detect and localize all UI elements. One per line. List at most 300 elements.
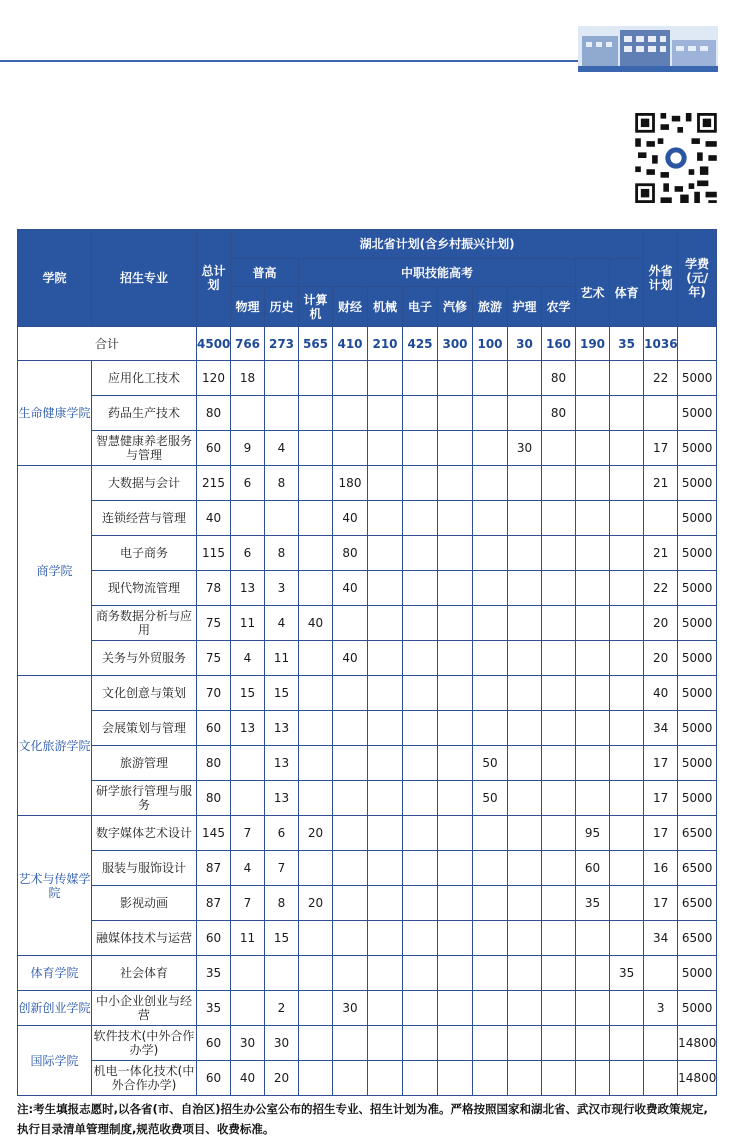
plan-cell: 8 [265, 466, 299, 501]
plan-cell [610, 746, 644, 781]
plan-cell: 5000 [678, 746, 717, 781]
major-name: 影视动画 [92, 886, 197, 921]
header-history: 历史 [265, 287, 299, 327]
plan-cell [438, 536, 473, 571]
plan-cell: 34 [644, 921, 678, 956]
table-row [18, 396, 717, 431]
plan-cell [473, 1026, 508, 1061]
college-name: 文化旅游学院 [18, 676, 92, 816]
plan-cell [368, 921, 403, 956]
plan-cell [368, 466, 403, 501]
total-cell: 300 [438, 327, 473, 361]
header-agronomy: 农学 [542, 287, 576, 327]
plan-cell [473, 361, 508, 396]
plan-cell [473, 956, 508, 991]
plan-cell: 80 [197, 746, 231, 781]
plan-cell: 80 [197, 396, 231, 431]
plan-cell [542, 606, 576, 641]
plan-cell [473, 676, 508, 711]
plan-cell [508, 886, 542, 921]
plan-cell [368, 606, 403, 641]
total-cell: 35 [610, 327, 644, 361]
plan-cell: 20 [644, 606, 678, 641]
plan-cell [508, 466, 542, 501]
plan-cell: 5000 [678, 571, 717, 606]
plan-cell [542, 1026, 576, 1061]
plan-cell: 40 [333, 501, 368, 536]
total-cell [678, 327, 717, 361]
plan-cell [508, 571, 542, 606]
plan-cell [231, 396, 265, 431]
plan-cell: 3 [265, 571, 299, 606]
plan-cell [299, 991, 333, 1026]
plan-cell [576, 536, 610, 571]
plan-cell [299, 571, 333, 606]
plan-cell: 6 [231, 466, 265, 501]
plan-cell [368, 851, 403, 886]
plan-cell [403, 676, 438, 711]
total-cell: 4500 [197, 327, 231, 361]
total-cell: 273 [265, 327, 299, 361]
plan-cell [508, 991, 542, 1026]
header-hubei-plan: 湖北省计划(含乡村振兴计划) [231, 230, 644, 259]
major-name: 现代物流管理 [92, 571, 197, 606]
plan-cell: 17 [644, 746, 678, 781]
plan-cell: 22 [644, 571, 678, 606]
plan-cell [231, 746, 265, 781]
plan-cell: 215 [197, 466, 231, 501]
plan-cell [610, 851, 644, 886]
header-general-hs: 普高 [231, 259, 299, 287]
plan-cell [368, 501, 403, 536]
plan-cell [508, 746, 542, 781]
plan-cell [368, 396, 403, 431]
plan-cell: 60 [576, 851, 610, 886]
table-row [18, 1026, 717, 1061]
plan-cell [508, 396, 542, 431]
plan-cell [473, 816, 508, 851]
plan-cell [333, 851, 368, 886]
plan-cell [403, 956, 438, 991]
plan-cell [299, 466, 333, 501]
plan-cell [508, 781, 542, 816]
plan-cell: 30 [333, 991, 368, 1026]
plan-cell [610, 1026, 644, 1061]
plan-cell: 5000 [678, 431, 717, 466]
plan-cell [403, 501, 438, 536]
plan-cell [542, 431, 576, 466]
plan-cell: 80 [197, 781, 231, 816]
plan-cell [576, 361, 610, 396]
table-row [18, 956, 717, 991]
plan-cell: 35 [610, 956, 644, 991]
plan-cell: 17 [644, 816, 678, 851]
plan-cell: 60 [197, 1026, 231, 1061]
plan-cell [403, 536, 438, 571]
table-row [18, 571, 717, 606]
plan-cell: 7 [265, 851, 299, 886]
plan-cell [576, 921, 610, 956]
totals-row [18, 327, 717, 361]
plan-cell [644, 1061, 678, 1096]
plan-cell [265, 956, 299, 991]
plan-cell: 5000 [678, 991, 717, 1026]
plan-cell: 20 [299, 886, 333, 921]
header-tuition: 学费(元/年) [678, 230, 717, 327]
plan-cell: 80 [542, 396, 576, 431]
plan-cell [299, 746, 333, 781]
plan-cell: 15 [231, 676, 265, 711]
major-name: 应用化工技术 [92, 361, 197, 396]
major-name: 服装与服饰设计 [92, 851, 197, 886]
major-name: 机电一体化技术(中外合作办学) [92, 1061, 197, 1096]
plan-cell [299, 956, 333, 991]
plan-cell [508, 921, 542, 956]
plan-cell [299, 361, 333, 396]
plan-cell [473, 571, 508, 606]
plan-cell [576, 956, 610, 991]
header-sports: 体育 [610, 259, 644, 327]
plan-cell: 8 [265, 886, 299, 921]
plan-cell [644, 396, 678, 431]
plan-cell [403, 606, 438, 641]
plan-cell: 180 [333, 466, 368, 501]
plan-cell [610, 991, 644, 1026]
plan-cell: 18 [231, 361, 265, 396]
plan-cell [576, 641, 610, 676]
major-name: 会展策划与管理 [92, 711, 197, 746]
plan-cell [438, 711, 473, 746]
plan-cell: 15 [265, 676, 299, 711]
plan-cell [576, 781, 610, 816]
plan-cell [576, 501, 610, 536]
plan-cell: 17 [644, 781, 678, 816]
total-cell: 190 [576, 327, 610, 361]
plan-cell: 4 [265, 606, 299, 641]
plan-cell [333, 396, 368, 431]
college-name: 生命健康学院 [18, 361, 92, 466]
plan-cell [610, 676, 644, 711]
plan-cell [576, 676, 610, 711]
plan-cell [542, 991, 576, 1026]
college-name: 体育学院 [18, 956, 92, 991]
major-name: 社会体育 [92, 956, 197, 991]
plan-cell [610, 641, 644, 676]
major-name: 旅游管理 [92, 746, 197, 781]
plan-cell: 21 [644, 536, 678, 571]
plan-cell [438, 886, 473, 921]
plan-cell [508, 816, 542, 851]
plan-cell: 6 [265, 816, 299, 851]
plan-cell [299, 396, 333, 431]
total-cell: 100 [473, 327, 508, 361]
plan-cell [542, 536, 576, 571]
plan-cell [610, 361, 644, 396]
plan-cell: 13 [231, 571, 265, 606]
plan-cell: 4 [265, 431, 299, 466]
plan-cell [333, 431, 368, 466]
plan-cell [508, 676, 542, 711]
plan-cell: 5000 [678, 361, 717, 396]
plan-cell [438, 991, 473, 1026]
total-cell: 565 [299, 327, 333, 361]
plan-cell: 13 [265, 711, 299, 746]
plan-cell: 4 [231, 851, 265, 886]
plan-cell [438, 606, 473, 641]
plan-cell: 40 [231, 1061, 265, 1096]
plan-cell: 22 [644, 361, 678, 396]
plan-cell [231, 781, 265, 816]
plan-cell [368, 746, 403, 781]
table-row [18, 781, 717, 816]
total-cell: 210 [368, 327, 403, 361]
major-name: 研学旅行管理与服务 [92, 781, 197, 816]
plan-cell: 30 [265, 1026, 299, 1061]
major-name: 商务数据分析与应用 [92, 606, 197, 641]
plan-cell [508, 1061, 542, 1096]
table-row [18, 991, 717, 1026]
campus-building-banner [578, 26, 718, 72]
plan-cell: 80 [542, 361, 576, 396]
table-row [18, 466, 717, 501]
college-name: 商学院 [18, 466, 92, 676]
plan-cell: 40 [333, 641, 368, 676]
plan-cell [473, 431, 508, 466]
plan-cell [368, 641, 403, 676]
table-row [18, 746, 717, 781]
plan-cell [438, 361, 473, 396]
plan-cell [299, 921, 333, 956]
qr-code [635, 113, 717, 203]
plan-cell: 20 [299, 816, 333, 851]
table-row [18, 361, 717, 396]
major-name: 软件技术(中外合作办学) [92, 1026, 197, 1061]
plan-cell: 5000 [678, 711, 717, 746]
plan-cell [473, 921, 508, 956]
plan-cell [299, 676, 333, 711]
plan-cell: 50 [473, 781, 508, 816]
plan-cell [438, 571, 473, 606]
plan-cell: 5000 [678, 641, 717, 676]
plan-cell [333, 816, 368, 851]
plan-cell [610, 536, 644, 571]
plan-cell: 4 [231, 641, 265, 676]
plan-cell [644, 501, 678, 536]
plan-cell [473, 536, 508, 571]
plan-cell: 60 [197, 921, 231, 956]
plan-cell [610, 711, 644, 746]
plan-cell: 17 [644, 431, 678, 466]
plan-cell [473, 466, 508, 501]
major-name: 数字媒体艺术设计 [92, 816, 197, 851]
plan-cell: 5000 [678, 466, 717, 501]
plan-cell: 3 [644, 991, 678, 1026]
plan-cell: 13 [265, 746, 299, 781]
header-vocational: 中职技能高考 [299, 259, 576, 287]
plan-cell [368, 571, 403, 606]
plan-cell [403, 991, 438, 1026]
plan-cell [508, 711, 542, 746]
plan-cell [368, 1026, 403, 1061]
plan-cell [542, 886, 576, 921]
major-name: 电子商务 [92, 536, 197, 571]
plan-cell [438, 921, 473, 956]
plan-cell: 5000 [678, 536, 717, 571]
table-row [18, 711, 717, 746]
plan-cell [508, 606, 542, 641]
plan-cell [403, 361, 438, 396]
plan-cell [438, 466, 473, 501]
plan-cell [576, 431, 610, 466]
plan-cell [299, 1061, 333, 1096]
plan-cell [576, 1061, 610, 1096]
plan-cell [265, 361, 299, 396]
header-computer: 计算机 [299, 287, 333, 327]
plan-cell: 17 [644, 886, 678, 921]
plan-cell [438, 1026, 473, 1061]
plan-cell [473, 1061, 508, 1096]
plan-cell: 80 [333, 536, 368, 571]
plan-cell [403, 921, 438, 956]
plan-cell: 87 [197, 851, 231, 886]
plan-cell [265, 501, 299, 536]
plan-cell: 8 [265, 536, 299, 571]
plan-cell [438, 641, 473, 676]
plan-cell [265, 396, 299, 431]
plan-cell [438, 746, 473, 781]
plan-cell: 40 [333, 571, 368, 606]
plan-cell [508, 956, 542, 991]
plan-cell [368, 361, 403, 396]
plan-cell [231, 501, 265, 536]
plan-cell [333, 1061, 368, 1096]
plan-cell [610, 606, 644, 641]
plan-cell [438, 396, 473, 431]
major-name: 融媒体技术与运营 [92, 921, 197, 956]
plan-cell [333, 886, 368, 921]
plan-cell [333, 1026, 368, 1061]
plan-cell [610, 886, 644, 921]
plan-cell [542, 501, 576, 536]
plan-cell [508, 641, 542, 676]
plan-cell [473, 396, 508, 431]
plan-cell [333, 676, 368, 711]
plan-cell: 40 [644, 676, 678, 711]
college-name: 艺术与传媒学院 [18, 816, 92, 956]
plan-cell: 35 [197, 956, 231, 991]
plan-cell [368, 816, 403, 851]
plan-cell [576, 571, 610, 606]
plan-cell [542, 851, 576, 886]
plan-cell [368, 711, 403, 746]
total-cell: 410 [333, 327, 368, 361]
plan-cell [299, 536, 333, 571]
plan-cell: 14800 [678, 1026, 717, 1061]
plan-cell [508, 361, 542, 396]
plan-cell [333, 361, 368, 396]
plan-cell [299, 851, 333, 886]
major-name: 药品生产技术 [92, 396, 197, 431]
header-rule [0, 60, 600, 62]
plan-cell [403, 781, 438, 816]
plan-cell: 35 [197, 991, 231, 1026]
plan-cell [333, 606, 368, 641]
plan-cell [576, 711, 610, 746]
plan-cell [438, 851, 473, 886]
plan-cell [231, 956, 265, 991]
plan-cell [368, 781, 403, 816]
plan-cell [403, 1026, 438, 1061]
header-tourism: 旅游 [473, 287, 508, 327]
plan-cell [333, 781, 368, 816]
plan-cell [403, 466, 438, 501]
plan-cell [299, 1026, 333, 1061]
footnote: 注:考生填报志愿时,以各省(市、自治区)招生办公室公布的招生专业、招生计划为准。严格按照国家和湖北省、武汉市现行收费政策规定,执行目录清单管理制度,规范收费项目、收费标准。 [17, 1102, 708, 1136]
major-name: 文化创意与策划 [92, 676, 197, 711]
plan-cell [438, 676, 473, 711]
plan-cell [333, 921, 368, 956]
major-name: 关务与外贸服务 [92, 641, 197, 676]
plan-cell [368, 431, 403, 466]
plan-cell: 60 [197, 1061, 231, 1096]
plan-cell: 78 [197, 571, 231, 606]
plan-cell: 115 [197, 536, 231, 571]
plan-cell: 16 [644, 851, 678, 886]
table-row [18, 851, 717, 886]
plan-cell: 7 [231, 886, 265, 921]
plan-cell [542, 466, 576, 501]
major-name: 中小企业创业与经营 [92, 991, 197, 1026]
plan-cell [542, 781, 576, 816]
plan-cell [610, 921, 644, 956]
plan-cell [542, 641, 576, 676]
plan-cell [576, 606, 610, 641]
header-nursing: 护理 [508, 287, 542, 327]
plan-cell [508, 536, 542, 571]
plan-cell [576, 1026, 610, 1061]
header-physics: 物理 [231, 287, 265, 327]
plan-cell [644, 956, 678, 991]
plan-cell [542, 571, 576, 606]
header-art: 艺术 [576, 259, 610, 327]
plan-cell [542, 1061, 576, 1096]
totals-label: 合计 [18, 327, 197, 361]
plan-cell: 75 [197, 606, 231, 641]
total-cell: 425 [403, 327, 438, 361]
plan-cell [368, 991, 403, 1026]
plan-cell [403, 396, 438, 431]
plan-cell [508, 501, 542, 536]
table-row [18, 921, 717, 956]
plan-cell: 60 [197, 431, 231, 466]
plan-cell [610, 501, 644, 536]
table-row [18, 816, 717, 851]
plan-cell: 13 [231, 711, 265, 746]
plan-cell [299, 431, 333, 466]
plan-cell: 9 [231, 431, 265, 466]
plan-cell [403, 851, 438, 886]
plan-cell: 87 [197, 886, 231, 921]
table-row [18, 886, 717, 921]
plan-cell: 11 [265, 641, 299, 676]
plan-cell [299, 501, 333, 536]
plan-cell [576, 466, 610, 501]
plan-cell [473, 641, 508, 676]
plan-cell: 30 [231, 1026, 265, 1061]
plan-cell [610, 431, 644, 466]
plan-cell [299, 781, 333, 816]
plan-cell [368, 1061, 403, 1096]
